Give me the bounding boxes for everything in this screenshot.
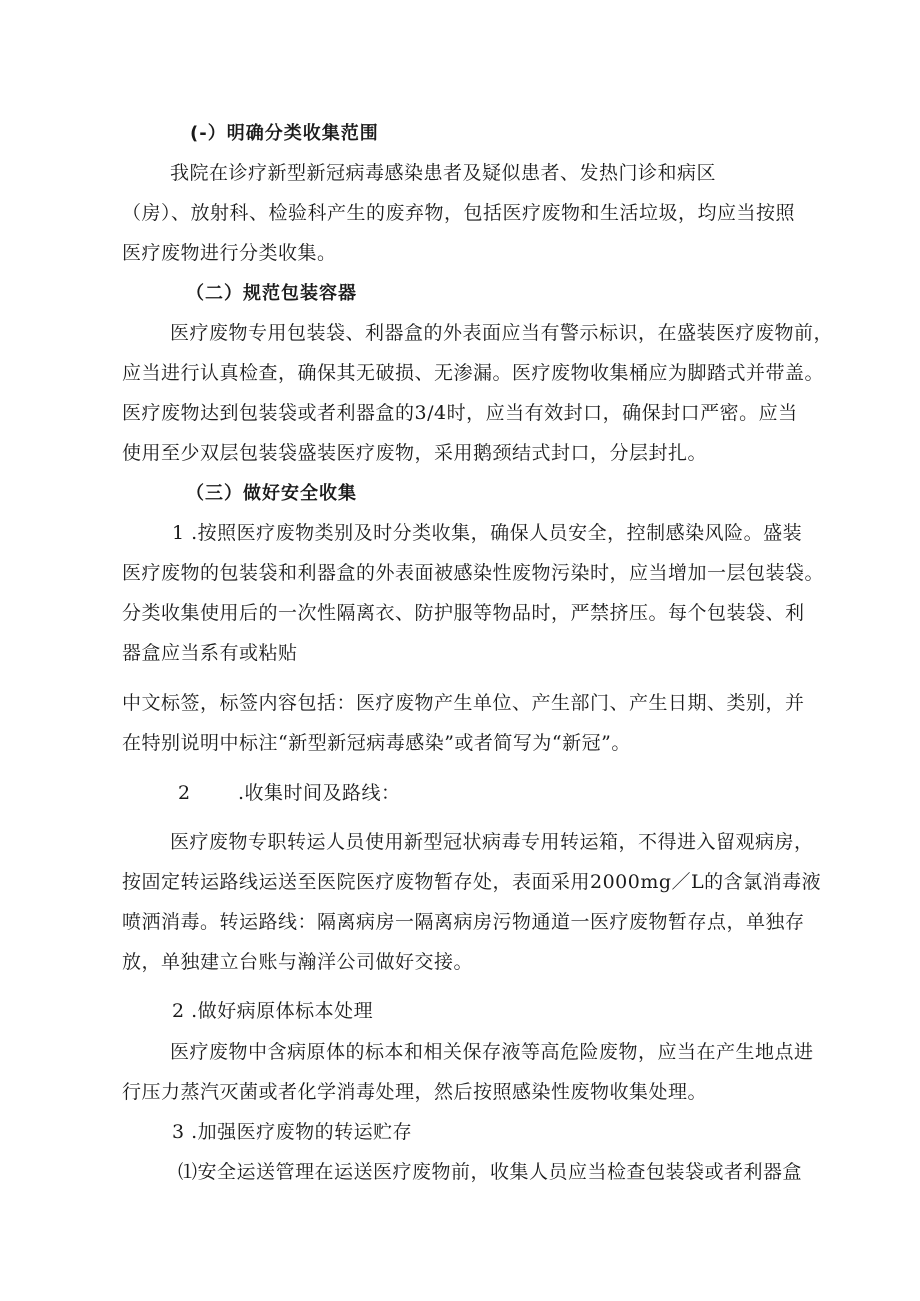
paragraph-line: 医疗废物进行分类收集。 [122, 242, 337, 264]
paragraph-line: 医疗废物专用包装袋、利器盒的外表面应当有警示标识，在盛装医疗废物前， [170, 322, 834, 344]
list-item-title: .收集时间及路线： [238, 782, 401, 804]
paragraph-line: 我院在诊疗新型新冠病毒感染患者及疑似患者、发热门诊和病区 [170, 162, 717, 184]
list-item-number: 2 [178, 782, 191, 804]
section-heading-packaging: （二）规范包装容器 [186, 283, 357, 304]
paragraph-line: 行压力蒸汽灭菌或者化学消毒处理，然后按照感染性废物收集处理。 [122, 1081, 708, 1103]
paragraph-line: 医疗废物专职转运人员使用新型冠状病毒专用转运箱，不得进入留观病房， [170, 831, 814, 853]
paragraph-line: （房）、放射科、检验科产生的废弃物，包括医疗废物和生活垃圾，均应当按照 [122, 202, 796, 224]
paragraph-line: 使用至少双层包装袋盛装医疗废物，采用鹅颈结式封口，分层封扎。 [122, 442, 708, 464]
section-heading-collection: （三）做好安全收集 [186, 483, 357, 504]
paragraph-line: 按固定转运路线运送至医院医疗废物暂存处，表面采用2000mg／L的含氯消毒液 [122, 871, 822, 893]
list-item-title: 2 .做好病原体标本处理 [172, 1000, 374, 1022]
paragraph-line: 分类收集使用后的一次性隔离衣、防护服等物品时，严禁挤压。每个包装袋、利 [122, 602, 805, 624]
paragraph-line: 1 .按照医疗废物类别及时分类收集，确保人员安全，控制感染风险。盛装 [172, 522, 803, 544]
paragraph-line: ⑴安全运送管理在运送医疗废物前，收集人员应当检查包装袋或者利器盒 [178, 1161, 803, 1183]
paragraph-line: 器盒应当系有或粘贴 [122, 642, 298, 664]
paragraph-line: 中文标签，标签内容包括：医疗废物产生单位、产生部门、产生日期、类别，并 [122, 692, 805, 714]
paragraph-line: 应当进行认真检查，确保其无破损、无渗漏。医疗废物收集桶应为脚踏式并带盖。 [122, 362, 825, 384]
paragraph-line: 喷洒消毒。转运路线：隔离病房一隔离病房污物通道一医疗废物暂存点，单独存 [122, 911, 805, 933]
paragraph-line: 在特别说明中标注“新型新冠病毒感染”或者简写为“新冠”。 [122, 732, 631, 754]
paragraph-line: 放，单独建立台账与瀚洋公司做好交接。 [122, 951, 474, 973]
paragraph-line: 医疗废物的包装袋和利器盒的外表面被感染性废物污染时，应当增加一层包装袋。 [122, 562, 825, 584]
paragraph-line: 医疗废物达到包装袋或者利器盒的3/4时，应当有效封口，确保封口严密。应当 [122, 402, 798, 424]
list-item-title: 3 .加强医疗废物的转运贮存 [172, 1121, 413, 1143]
section-heading-classification: (-）明确分类收集范围 [190, 123, 379, 144]
paragraph-line: 医疗废物中含病原体的标本和相关保存液等高危险废物，应当在产生地点进 [170, 1041, 814, 1063]
